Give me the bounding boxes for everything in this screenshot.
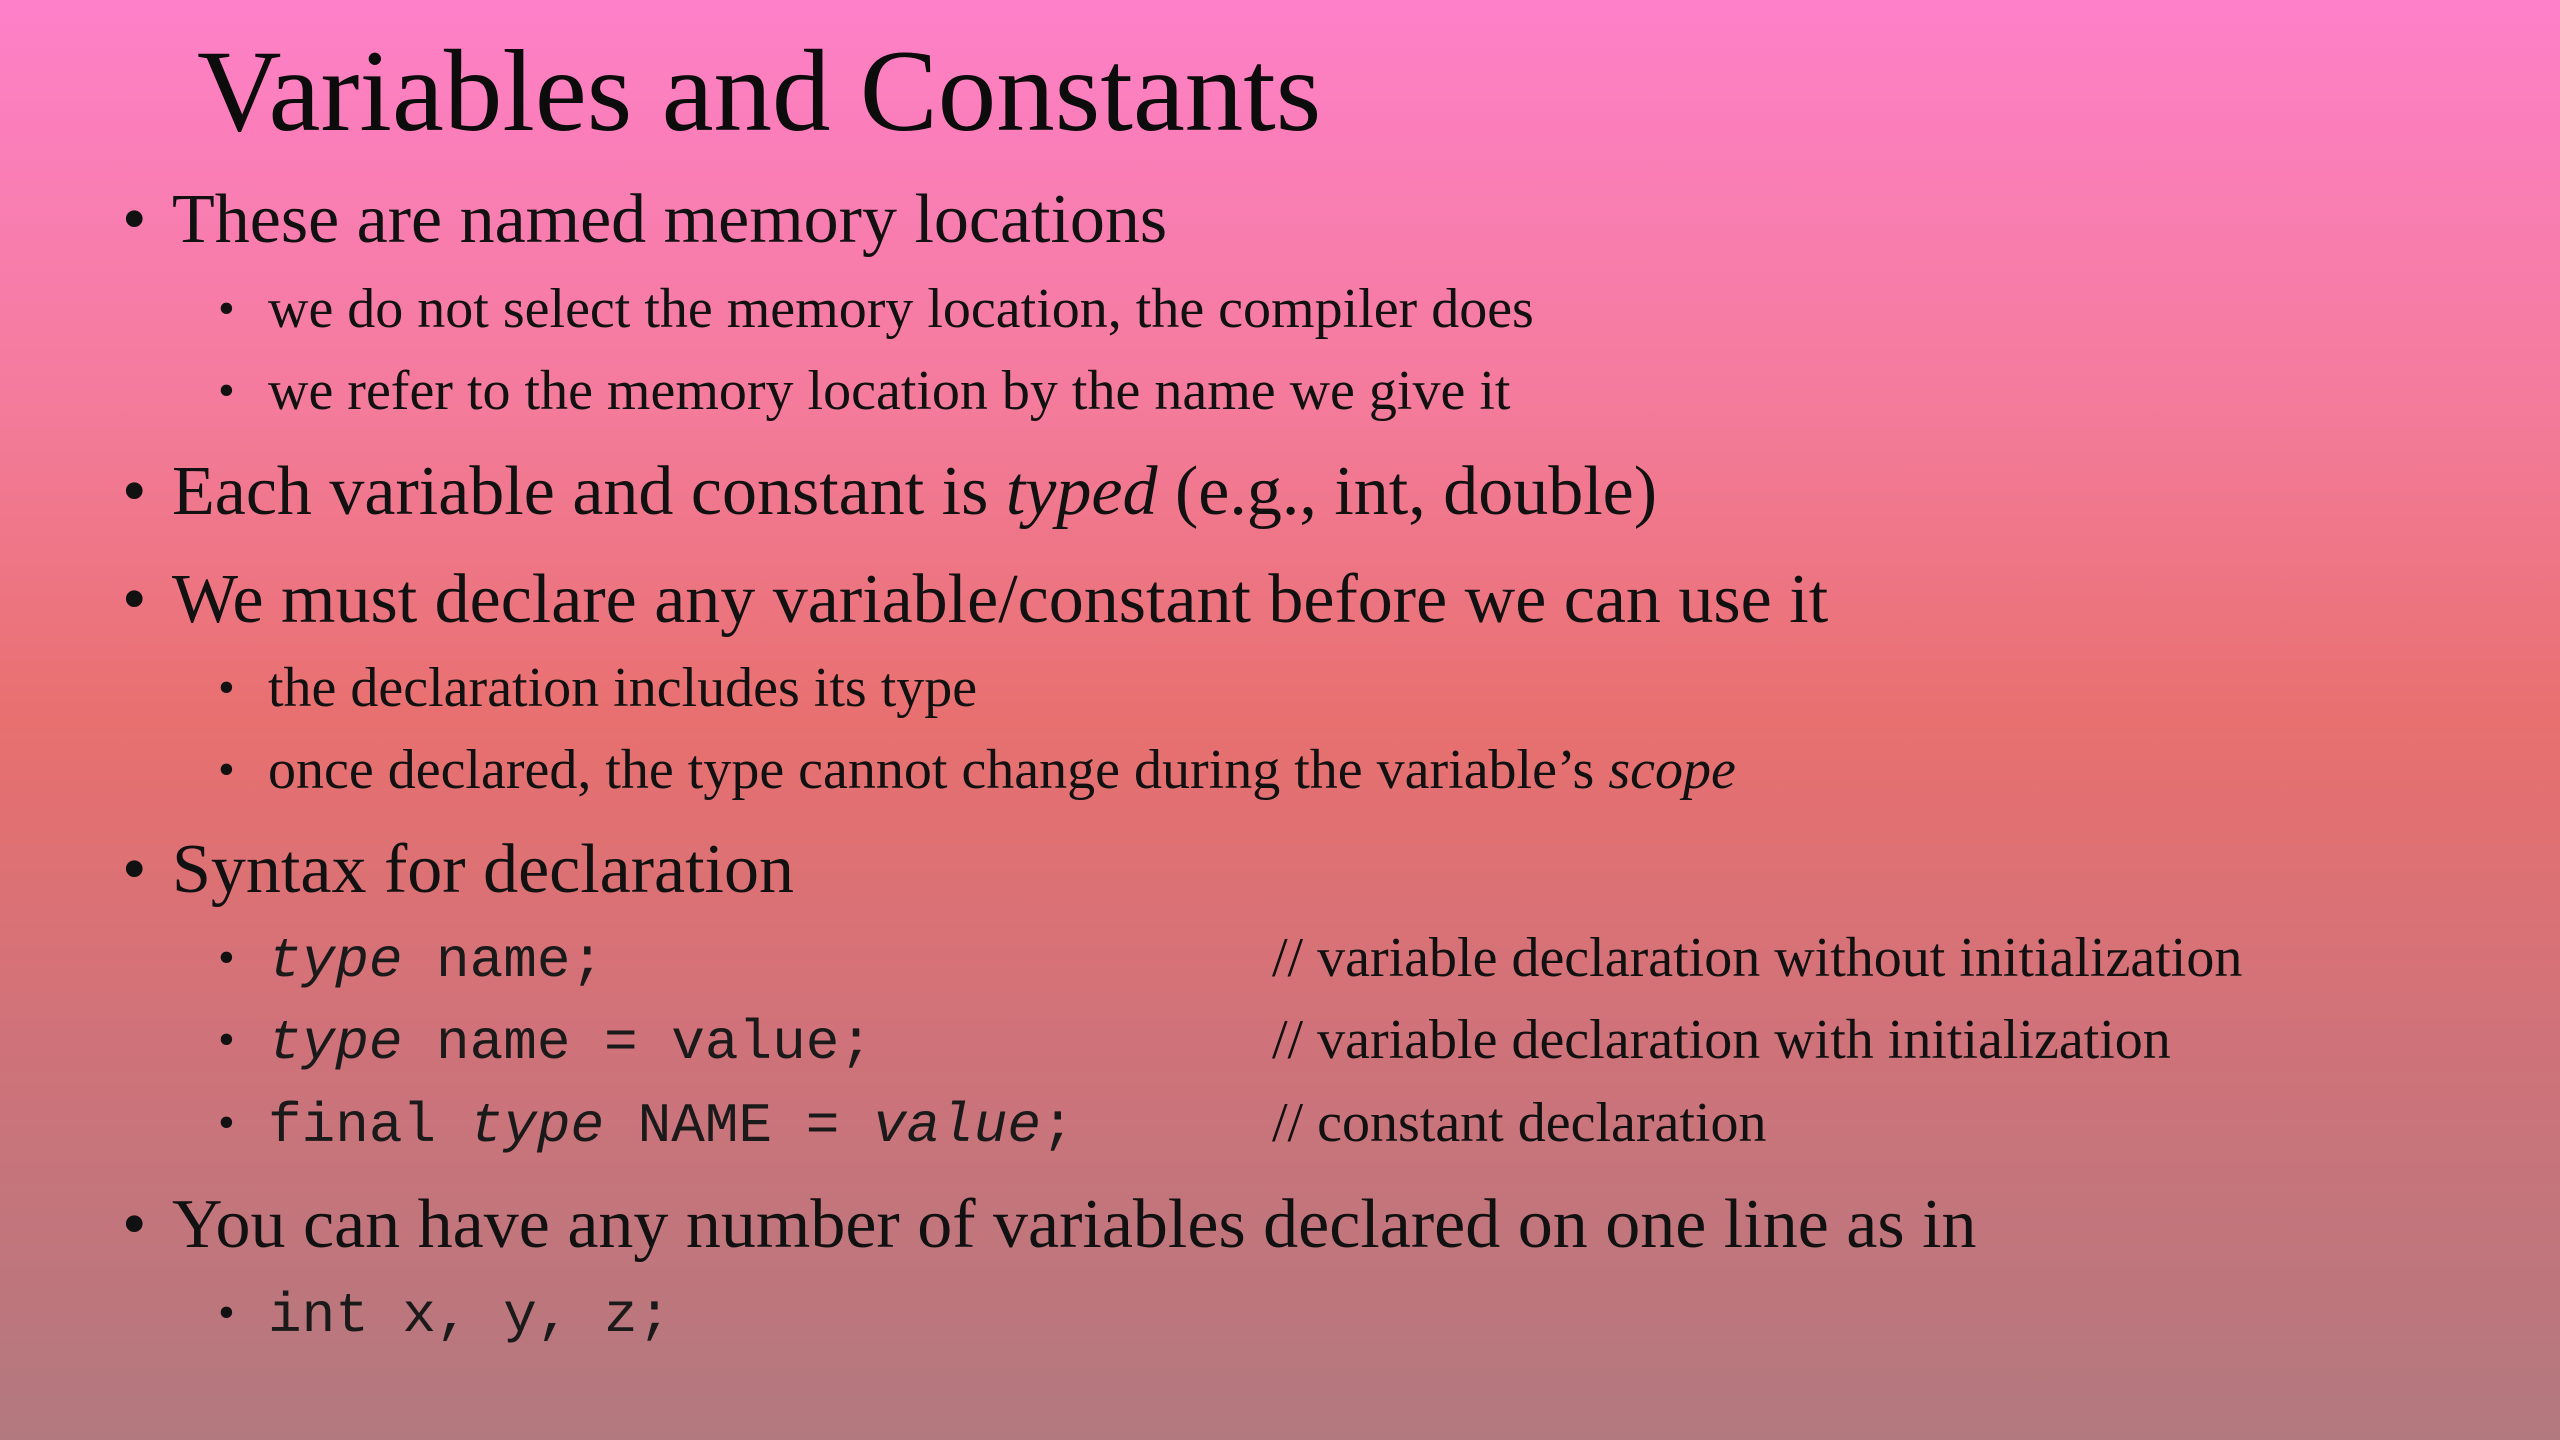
- bullet-text: These are named memory locations: [172, 181, 1168, 258]
- bullet-text-after: (e.g., int, double): [1157, 453, 1658, 530]
- sub-bullet-compiler-selects: [218, 272, 1534, 346]
- syntax-comment-constant: // constant declaration: [1272, 1092, 1767, 1154]
- bullet-glyph: •: [122, 1186, 147, 1263]
- bullet-glyph: •: [218, 1286, 235, 1339]
- bullet-named-memory: [122, 175, 1167, 265]
- bullet-glyph: •: [218, 743, 235, 796]
- sub-bullet-scope: [218, 733, 1736, 807]
- sub-bullet-includes-type: [218, 651, 977, 725]
- bullet-glyph: •: [218, 661, 235, 714]
- bullet-multiple-variables: [122, 1180, 1977, 1270]
- syntax-line-declaration: [218, 921, 604, 998]
- bullet-glyph: •: [122, 831, 147, 908]
- bullet-must-declare: [122, 555, 1828, 645]
- syntax-line-constant: [218, 1086, 1075, 1163]
- bullet-text-italic: typed: [1005, 453, 1158, 530]
- code-value: value: [872, 1094, 1041, 1158]
- syntax-comment-declaration: // variable declaration without initialization: [1272, 927, 2243, 989]
- sub-bullet-text: we refer to the memory location by the name we give it: [268, 360, 1511, 422]
- bullet-text: You can have any number of variables declared on one line as in: [172, 1186, 1977, 1263]
- code-final: final: [268, 1094, 470, 1158]
- sub-bullet-text-italic: scope: [1608, 739, 1736, 801]
- bullet-glyph: •: [218, 931, 235, 984]
- bullet-glyph: •: [122, 561, 147, 638]
- bullet-glyph: •: [218, 1013, 235, 1066]
- bullet-text: Syntax for declaration: [172, 831, 795, 908]
- code-rest: name;: [402, 929, 605, 993]
- slide-title: Variables and Constants: [197, 27, 1322, 156]
- code-type: type: [268, 929, 403, 993]
- syntax-comment-initialization: // variable declaration with initialization: [1272, 1009, 2171, 1071]
- bullet-glyph: •: [122, 453, 147, 530]
- sub-bullet-int-example: [218, 1276, 671, 1353]
- code-type: type: [268, 1011, 403, 1075]
- bullet-glyph: •: [218, 282, 235, 335]
- sub-bullet-text: we do not select the memory location, the compiler does: [268, 278, 1534, 340]
- bullet-typed: [122, 447, 1657, 537]
- syntax-line-initialization: [218, 1003, 873, 1080]
- bullet-text: We must declare any variable/constant before we can use it: [172, 561, 1829, 638]
- sub-bullet-refer-by-name: [218, 354, 1510, 428]
- code-example: int x, y, z;: [268, 1284, 672, 1348]
- bullet-glyph: •: [218, 1096, 235, 1149]
- code-semicolon: ;: [1040, 1094, 1075, 1158]
- bullet-glyph: •: [122, 181, 147, 258]
- bullet-glyph: •: [218, 364, 235, 417]
- sub-bullet-text: the declaration includes its type: [268, 657, 978, 719]
- code-type: type: [469, 1094, 605, 1158]
- bullet-text-before: Each variable and constant is: [172, 453, 1006, 530]
- sub-bullet-text-before: once declared, the type cannot change during the variable’s: [268, 739, 1609, 801]
- code-name: NAME =: [604, 1094, 873, 1158]
- bullet-syntax: [122, 825, 794, 915]
- code-rest: name = value;: [402, 1011, 873, 1075]
